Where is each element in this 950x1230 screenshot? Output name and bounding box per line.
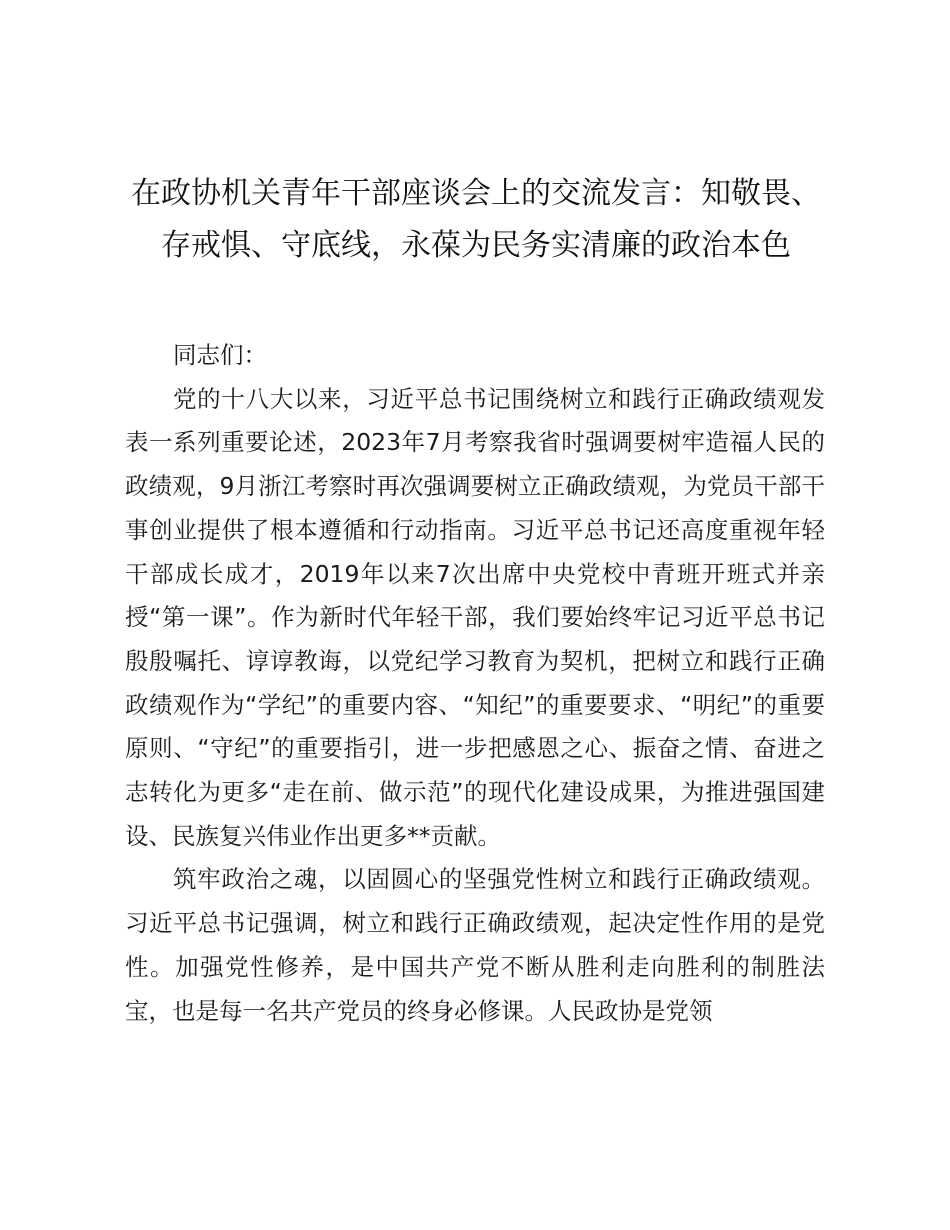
- document-body: [125, 334, 825, 1033]
- salutation-paragraph: 同志们：: [173, 341, 267, 369]
- body-paragraph: 党的十八大以来，习近平总书记围绕树立和践行正确政绩观发表一系列重要论述，2023年7月考察我省时强调要树牢造福人民的政绩观，9月浙江考察时再次强调要树立正确政绩观，为党员干部干事创业提供了根本遵循和行动指南。习近平总书记还高度重视年轻干部成长成才，2019年以来7次出席中央党校中青班开班式并亲授“第一课”。作为新时代年轻干部，我们要始终牢记习近平总书记殷殷嘱托、谆谆教诲，以党纪学习教育为契机，把树立和践行正确政绩观作为“学纪”的重要内容、“知纪”的重要要求、“明纪”的重要原则、“守纪”的重要指引，进一步把感恩之心、振奋之情、奋进之志转化为更多“走在前、做示范”的现代化建设成果，为推进强国建设、民族复兴伟业作出更多**贡献。: [125, 384, 825, 850]
- body-paragraph: 筑牢政治之魂，以固圆心的坚强党性树立和践行正确政绩观。习近平总书记强调，树立和践行正确政绩观，起决定性作用的是党性。加强党性修养，是中国共产党不断从胜利走向胜利的制胜法宝，也是每一名共产党员的终身必修课。人民政协是党领: [125, 865, 825, 1025]
- document-title: 在政协机关青年干部座谈会上的交流发言：知敬畏、存戒惧、守底线，永葆为民务实清廉的政治本色: [131, 176, 821, 263]
